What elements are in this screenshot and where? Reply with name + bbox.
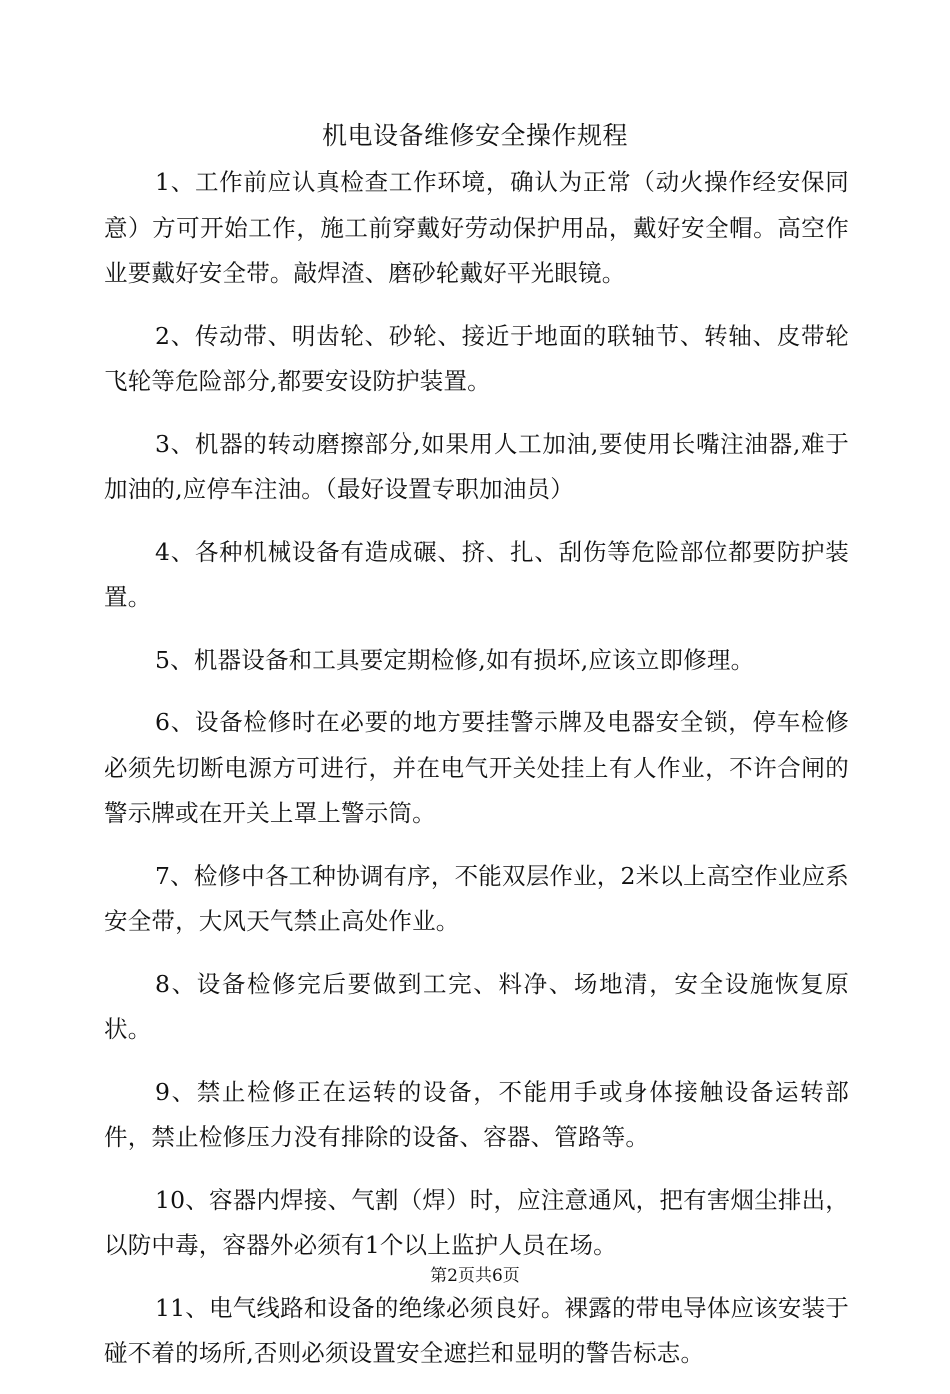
paragraph-6: 6、设备检修时在必要的地方要挂警示牌及电器安全锁，停车检修必须先切断电源方可进行，并在电气开关处挂上有人作业，不许合闸的警示牌或在开关上罩上警示筒。 (104, 708, 849, 827)
paragraph-3: 3、机器的转动磨擦部分,如果用人工加油,要使用长嘴注油器,难于加油的,应停车注油。（最好设置专职加油员） (104, 429, 849, 503)
paragraph-9: 9、禁止检修正在运转的设备，不能用手或身体接触设备运转部件，禁止检修压力没有排除的设备、容器、管路等。 (104, 1077, 849, 1151)
paragraph-7: 7、检修中各工种协调有序，不能双层作业，2米以上高空作业应系安全带，大风天气禁止高处作业。 (104, 861, 849, 935)
paragraph-5: 5、机器设备和工具要定期检修,如有损坏,应该立即修理。 (155, 645, 755, 674)
paragraph-4: 4、各种机械设备有造成碾、挤、扎、刮伤等危险部位都要防护装置。 (104, 537, 849, 611)
document-title: 机电设备维修安全操作规程 (321, 121, 628, 150)
paragraph-2: 2、传动带、明齿轮、砂轮、接近于地面的联轴节、转轴、皮带轮飞轮等危险部分,都要安设防护装置。 (104, 321, 849, 395)
paragraph-10: 10、容器内焊接、气割（焊）时，应注意通风，把有害烟尘排出，以防中毒，容器外必须有1个以上监护人员在场。 (104, 1185, 849, 1259)
paragraph-1: 1、工作前应认真检查工作环境，确认为正常（动火操作经安保同意）方可开始工作，施工前穿戴好劳动保护用品，戴好安全帽。高空作业要戴好安全带。敲焊渣、磨砂轮戴好平光眼镜。 (104, 168, 849, 287)
paragraph-11: 11、电气线路和设备的绝缘必须良好。裸露的带电导体应该安装于碰不着的场所,否则必须设置安全遮拦和显明的警告标志。 (104, 1293, 849, 1367)
paragraph-8: 8、设备检修完后要做到工完、料净、场地清，安全设施恢复原状。 (104, 969, 849, 1043)
document-body (104, 160, 849, 1394)
page-number: 第2页共6页 (430, 1266, 520, 1286)
